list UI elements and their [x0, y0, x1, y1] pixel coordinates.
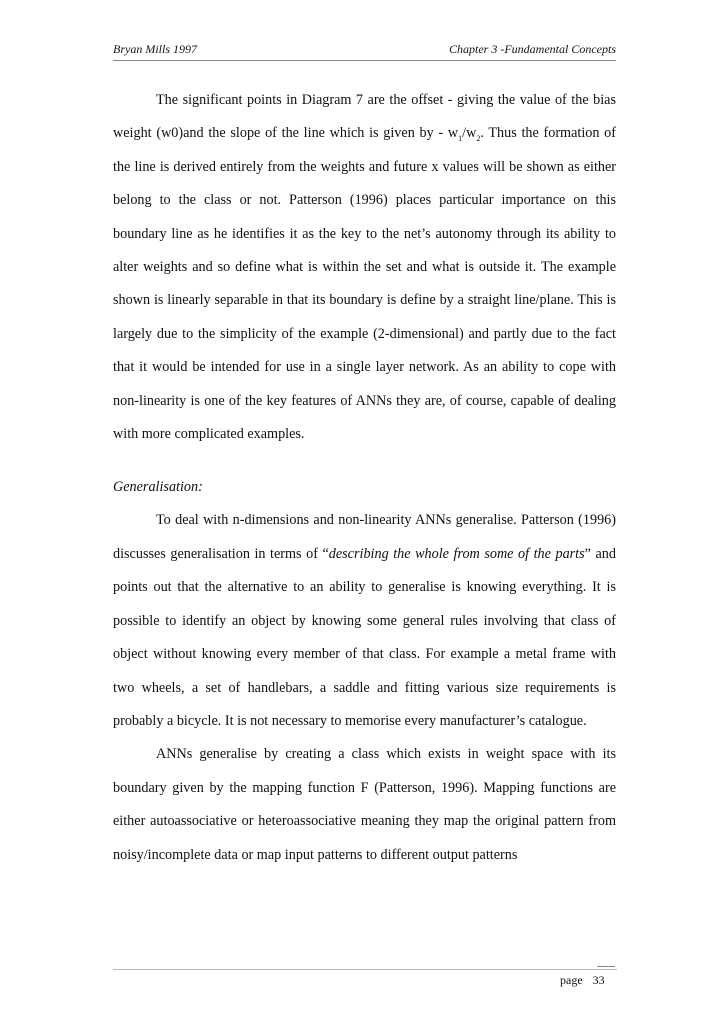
- section-heading-generalisation: Generalisation:: [113, 479, 203, 496]
- paragraph-text: . Thus the formation of the line is derived entirely from the weights and future x values will be shown as either belong to the class or not. Patterson (1996) places particular importance on this boundary line as he identifies it as the key to the net’s autonomy through its ability to alter weights and so define what is within the set and what is outside it. The example shown is linearly separable in that its boundary is define by a straight line/plane. This is largely due to the simplicity of the example (2-dimensional) and partly due to the fact that it would be intended for use in a single layer network. As an ability to cope with non-linearity is one of the key features of ANNs they are, of course, capable of dealing with more complicated examples.: [113, 125, 617, 443]
- subscript-2: 2: [476, 134, 481, 144]
- subscript-1: 1: [458, 134, 463, 144]
- paragraph-generalisation: [113, 504, 616, 738]
- quoted-phrase: describing the whole from some of the parts: [328, 545, 585, 562]
- header-author: Bryan Mills 1997: [113, 42, 197, 56]
- paragraph-text: To deal with n-dimensions and non-linearity ANNs generalise. Patterson (1996) discusses generalisation in terms of “: [113, 512, 616, 562]
- page-label: page: [560, 973, 583, 987]
- paragraph-text: ” and points out that the alternative to an ability to generalise is knowing everything. It is possible to identify an object by knowing some general rules involving that class of object without knowing every member of that class. For example a metal frame with two wheels, a set of handlebars, a saddle and fitting various size requirements is probably a bicycle. It is not necessary to memorise every manufacturer’s catalogue.: [113, 545, 616, 729]
- paragraph-mapping-functions: ANNs generalise by creating a class which exists in weight space with its boundary given by the mapping function F (Patterson, 1996). Mapping functions are either autoassociative or heteroassociative meaning they map the original pattern from noisy/incomplete data or map input patterns to different output patterns: [113, 746, 616, 863]
- paragraph-text: The significant points in Diagram 7 are the offset - giving the value of the bias weight (w0)and the slope of the line which is given by - w: [113, 92, 616, 142]
- header-chapter: Chapter 3 -Fundamental Concepts: [449, 42, 616, 56]
- paragraph-text: /w: [462, 125, 477, 142]
- paragraph-offset-slope: [113, 84, 616, 451]
- page-footer: [560, 973, 605, 988]
- page-header: [113, 38, 616, 61]
- page-number: 33: [592, 973, 605, 987]
- body-text: [113, 84, 616, 872]
- footer-rule: [113, 969, 617, 970]
- footer-tick: [597, 966, 615, 967]
